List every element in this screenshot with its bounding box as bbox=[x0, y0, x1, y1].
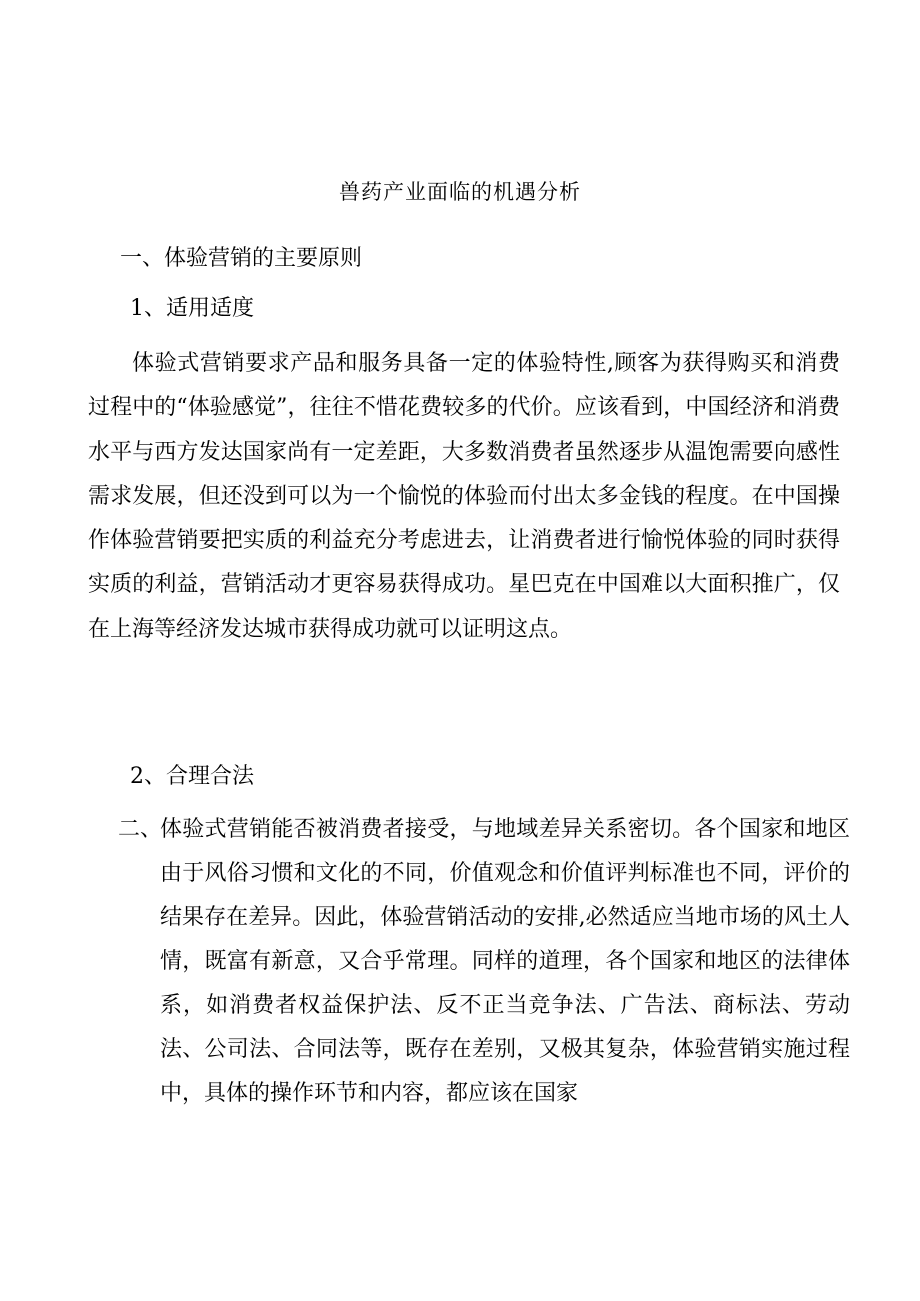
body-paragraph-1: 体验式营销要求产品和服务具备一定的体验特性,顾客为获得购买和消费过程中的“体验感觉”，往往不惜花费较多的代价。应该看到，中国经济和消费水平与西方发达国家尚有一定差距，大多数消费者虽然逐步从温饱需要向感性需求发展，但还没到可以为一个愉悦的体验而付出太多金钱的程度。在中国操作体验营销要把实质的利益充分考虑进去，让消费者进行愉悦体验的同时获得实质的利益，营销活动才更容易获得成功。星巴克在中国难以大面积推广，仅在上海等经济发达城市获得成功就可以证明这点。 bbox=[88, 351, 840, 642]
document-title: 兽药产业面临的机遇分析 bbox=[339, 180, 581, 204]
body-paragraph-2: 体验式营销能否被消费者接受，与地域差异关系密切。各个国家和地区由于风俗习惯和文化的不同，价值观念和价值评判标准也不同，评价的结果存在差异。因此，体验营销活动的安排,必然适应当地市场的风土人情，既富有新意，又合乎常理。同样的道理，各个国家和地区的法律体系，如消费者权益保护法、反不正当竞争法、广告法、商标法、劳动法、公司法、合同法等，既存在差别，又极其复杂，体验营销实施过程中，具体的操作环节和内容，都应该在国家 bbox=[160, 817, 850, 1106]
section-heading-1: 一、体验营销的主要原则 bbox=[120, 246, 363, 271]
subsection-heading-1: 1、适用适度 bbox=[130, 296, 254, 321]
subsection-heading-2: 2、合理合法 bbox=[130, 764, 254, 789]
list-marker: 二、 bbox=[118, 817, 163, 842]
